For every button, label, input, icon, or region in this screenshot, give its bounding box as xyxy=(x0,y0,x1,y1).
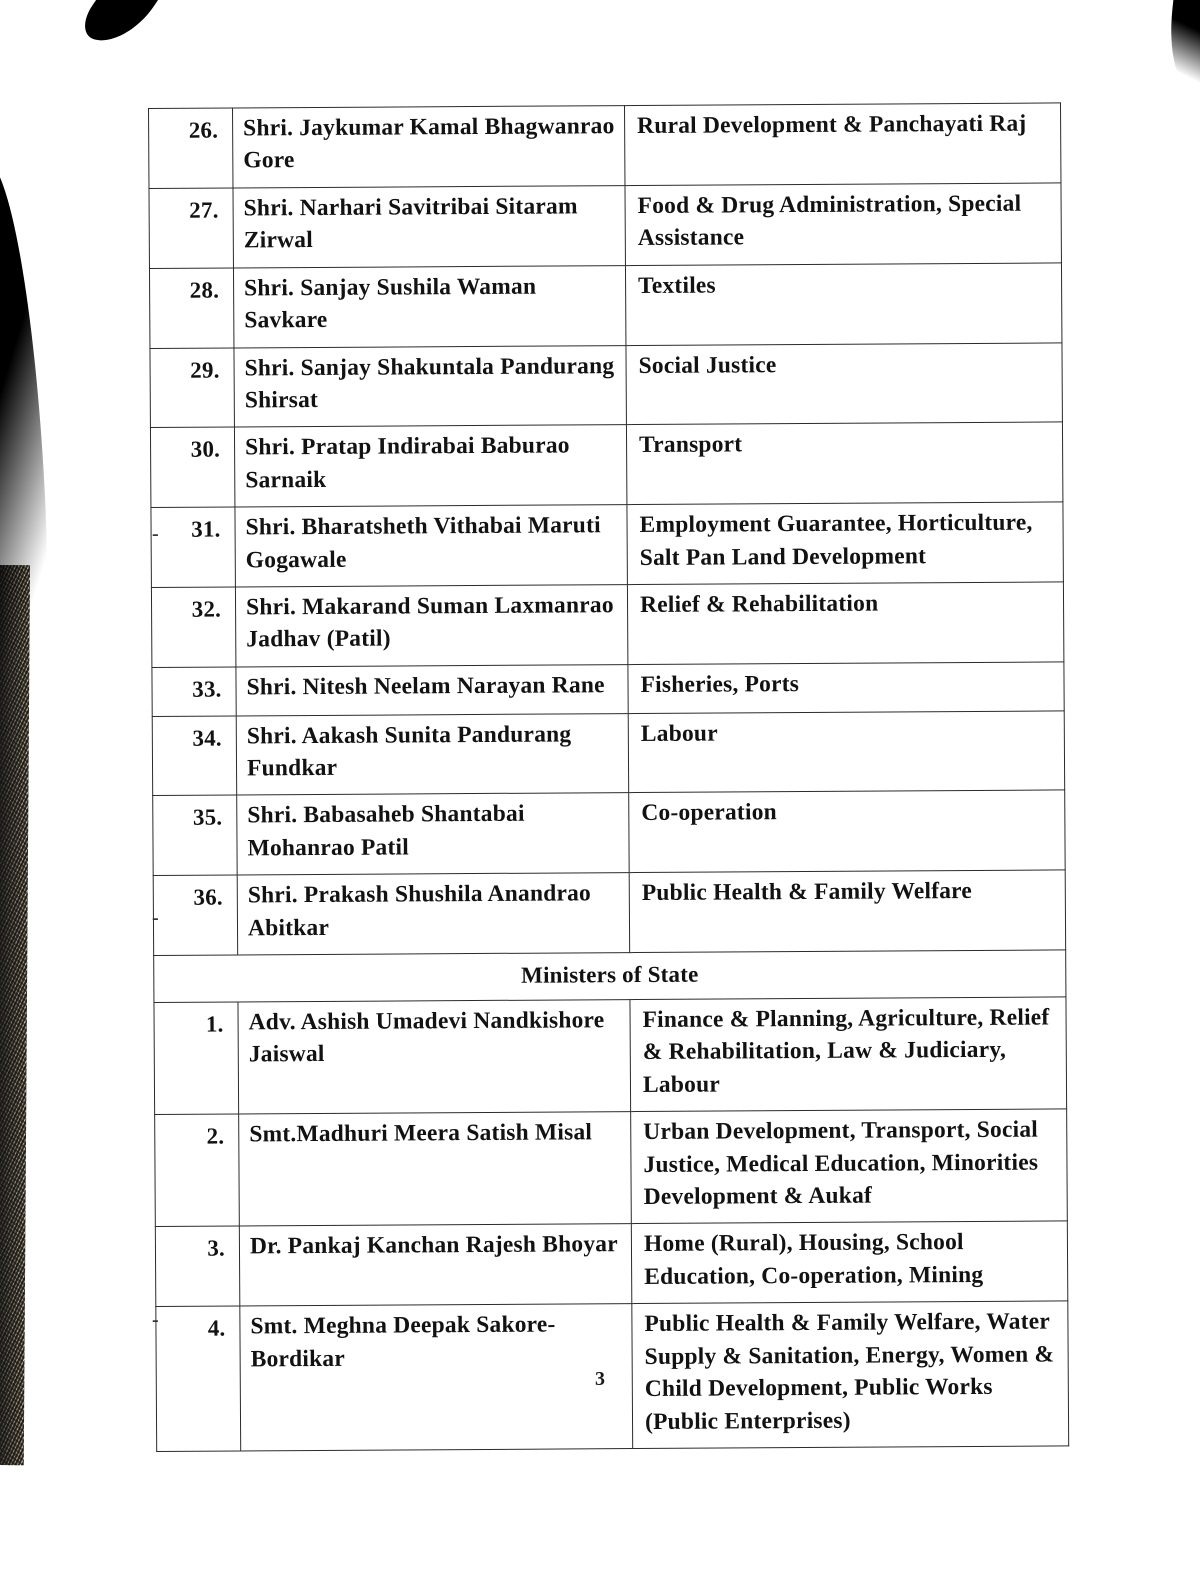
margin-mark: - xyxy=(152,1309,159,1331)
row-name: Smt. Meghna Deepak Sakore-Bordikar xyxy=(240,1304,633,1451)
scan-artifact-left-edge-noise-icon xyxy=(0,565,30,1465)
row-name: Shri. Narhari Savitribai Sitaram Zirwal xyxy=(233,185,625,267)
row-name: Shri. Sanjay Sushila Waman Savkare xyxy=(233,265,625,347)
row-name: Shri. Bharatsheth Vithabai Maruti Gogawale xyxy=(235,505,627,587)
table-row xyxy=(151,582,1063,667)
row-name: Shri. Makarand Suman Laxmanrao Jadhav (Patil) xyxy=(235,585,627,667)
row-portfolio: Home (Rural), Housing, School Education, Co-operation, Mining xyxy=(631,1221,1067,1304)
table-row xyxy=(155,1109,1068,1227)
row-serial: 31. xyxy=(151,507,235,587)
row-portfolio: Food & Drug Administration, Special Assistance xyxy=(625,183,1061,266)
row-name: Smt.Madhuri Meera Satish Misal xyxy=(239,1112,632,1227)
table-row xyxy=(155,1221,1067,1306)
row-serial: 4. xyxy=(156,1306,241,1451)
table-row xyxy=(153,870,1065,955)
table-row xyxy=(154,997,1067,1115)
table-row xyxy=(153,790,1065,875)
row-portfolio: Fisheries, Ports xyxy=(628,662,1064,713)
row-name: Shri. Sanjay Shakuntala Pandurang Shirsat xyxy=(234,345,626,427)
row-name: Shri. Prakash Shushila Anandrao Abitkar xyxy=(237,873,629,955)
row-name: Shri. Nitesh Neelam Narayan Rane xyxy=(236,664,628,715)
table-row xyxy=(149,103,1061,188)
row-name: Shri. Aakash Sunita Pandurang Fundkar xyxy=(236,713,628,795)
table-row xyxy=(149,183,1061,268)
row-serial: 30. xyxy=(150,427,234,507)
row-portfolio: Employment Guarantee, Horticulture, Salt Pan Land Development xyxy=(627,502,1063,585)
table-body xyxy=(149,103,1069,1452)
row-portfolio: Social Justice xyxy=(626,342,1062,425)
scan-artifact-top-right-icon xyxy=(1164,0,1200,90)
section-header-row xyxy=(154,950,1066,1002)
row-portfolio: Co-operation xyxy=(629,790,1065,873)
page-number: 3 xyxy=(595,1368,605,1390)
row-serial: 1. xyxy=(154,1002,239,1115)
row-portfolio: Transport xyxy=(626,422,1062,505)
row-portfolio: Relief & Rehabilitation xyxy=(627,582,1063,665)
margin-mark: - xyxy=(152,523,159,545)
table-row xyxy=(152,662,1064,716)
ministers-portfolio-table xyxy=(148,102,1069,1452)
row-name: Adv. Ashish Umadevi Nandkishore Jaiswal xyxy=(238,999,631,1114)
row-serial: 35. xyxy=(153,795,237,875)
table-row xyxy=(149,263,1061,348)
row-serial: 34. xyxy=(152,716,236,796)
section-header-ministers-of-state: Ministers of State xyxy=(154,950,1066,1002)
row-portfolio: Public Health & Family Welfare, Water Supply & Sanitation, Energy, Women & Child Development, Public Works (Public Enterprises) xyxy=(632,1301,1069,1448)
row-name: Shri. Babasaheb Shantabai Mohanrao Patil xyxy=(237,793,629,875)
row-serial: 28. xyxy=(149,268,233,348)
row-portfolio: Public Health & Family Welfare xyxy=(629,870,1065,953)
row-portfolio: Textiles xyxy=(625,263,1061,346)
row-name: Shri. Pratap Indirabai Baburao Sarnaik xyxy=(234,425,626,507)
row-serial: 29. xyxy=(150,348,234,428)
table-row xyxy=(150,422,1062,507)
table-row xyxy=(152,711,1064,796)
scan-artifact-top-left-icon xyxy=(74,0,173,48)
row-serial: 3. xyxy=(155,1226,239,1306)
row-name: Shri. Jaykumar Kamal Bhagwanrao Gore xyxy=(233,106,625,188)
row-portfolio: Finance & Planning, Agriculture, Relief & Rehabilitation, Law & Judiciary, Labour xyxy=(630,997,1067,1112)
row-serial: 33. xyxy=(152,667,236,716)
row-serial: 36. xyxy=(153,875,237,955)
margin-mark: - xyxy=(152,907,159,929)
table-row xyxy=(150,342,1062,427)
table-row xyxy=(151,502,1063,587)
row-portfolio: Urban Development, Transport, Social Justice, Medical Education, Minorities Development & Aukaf xyxy=(631,1109,1068,1224)
row-portfolio: Labour xyxy=(628,711,1064,794)
row-serial: 32. xyxy=(151,587,235,667)
row-name: Dr. Pankaj Kanchan Rajesh Bhoyar xyxy=(239,1224,631,1306)
row-serial: 27. xyxy=(149,188,233,268)
row-serial: 26. xyxy=(149,108,233,188)
row-serial: 2. xyxy=(155,1114,240,1227)
row-portfolio: Rural Development & Panchayati Raj xyxy=(624,103,1060,186)
